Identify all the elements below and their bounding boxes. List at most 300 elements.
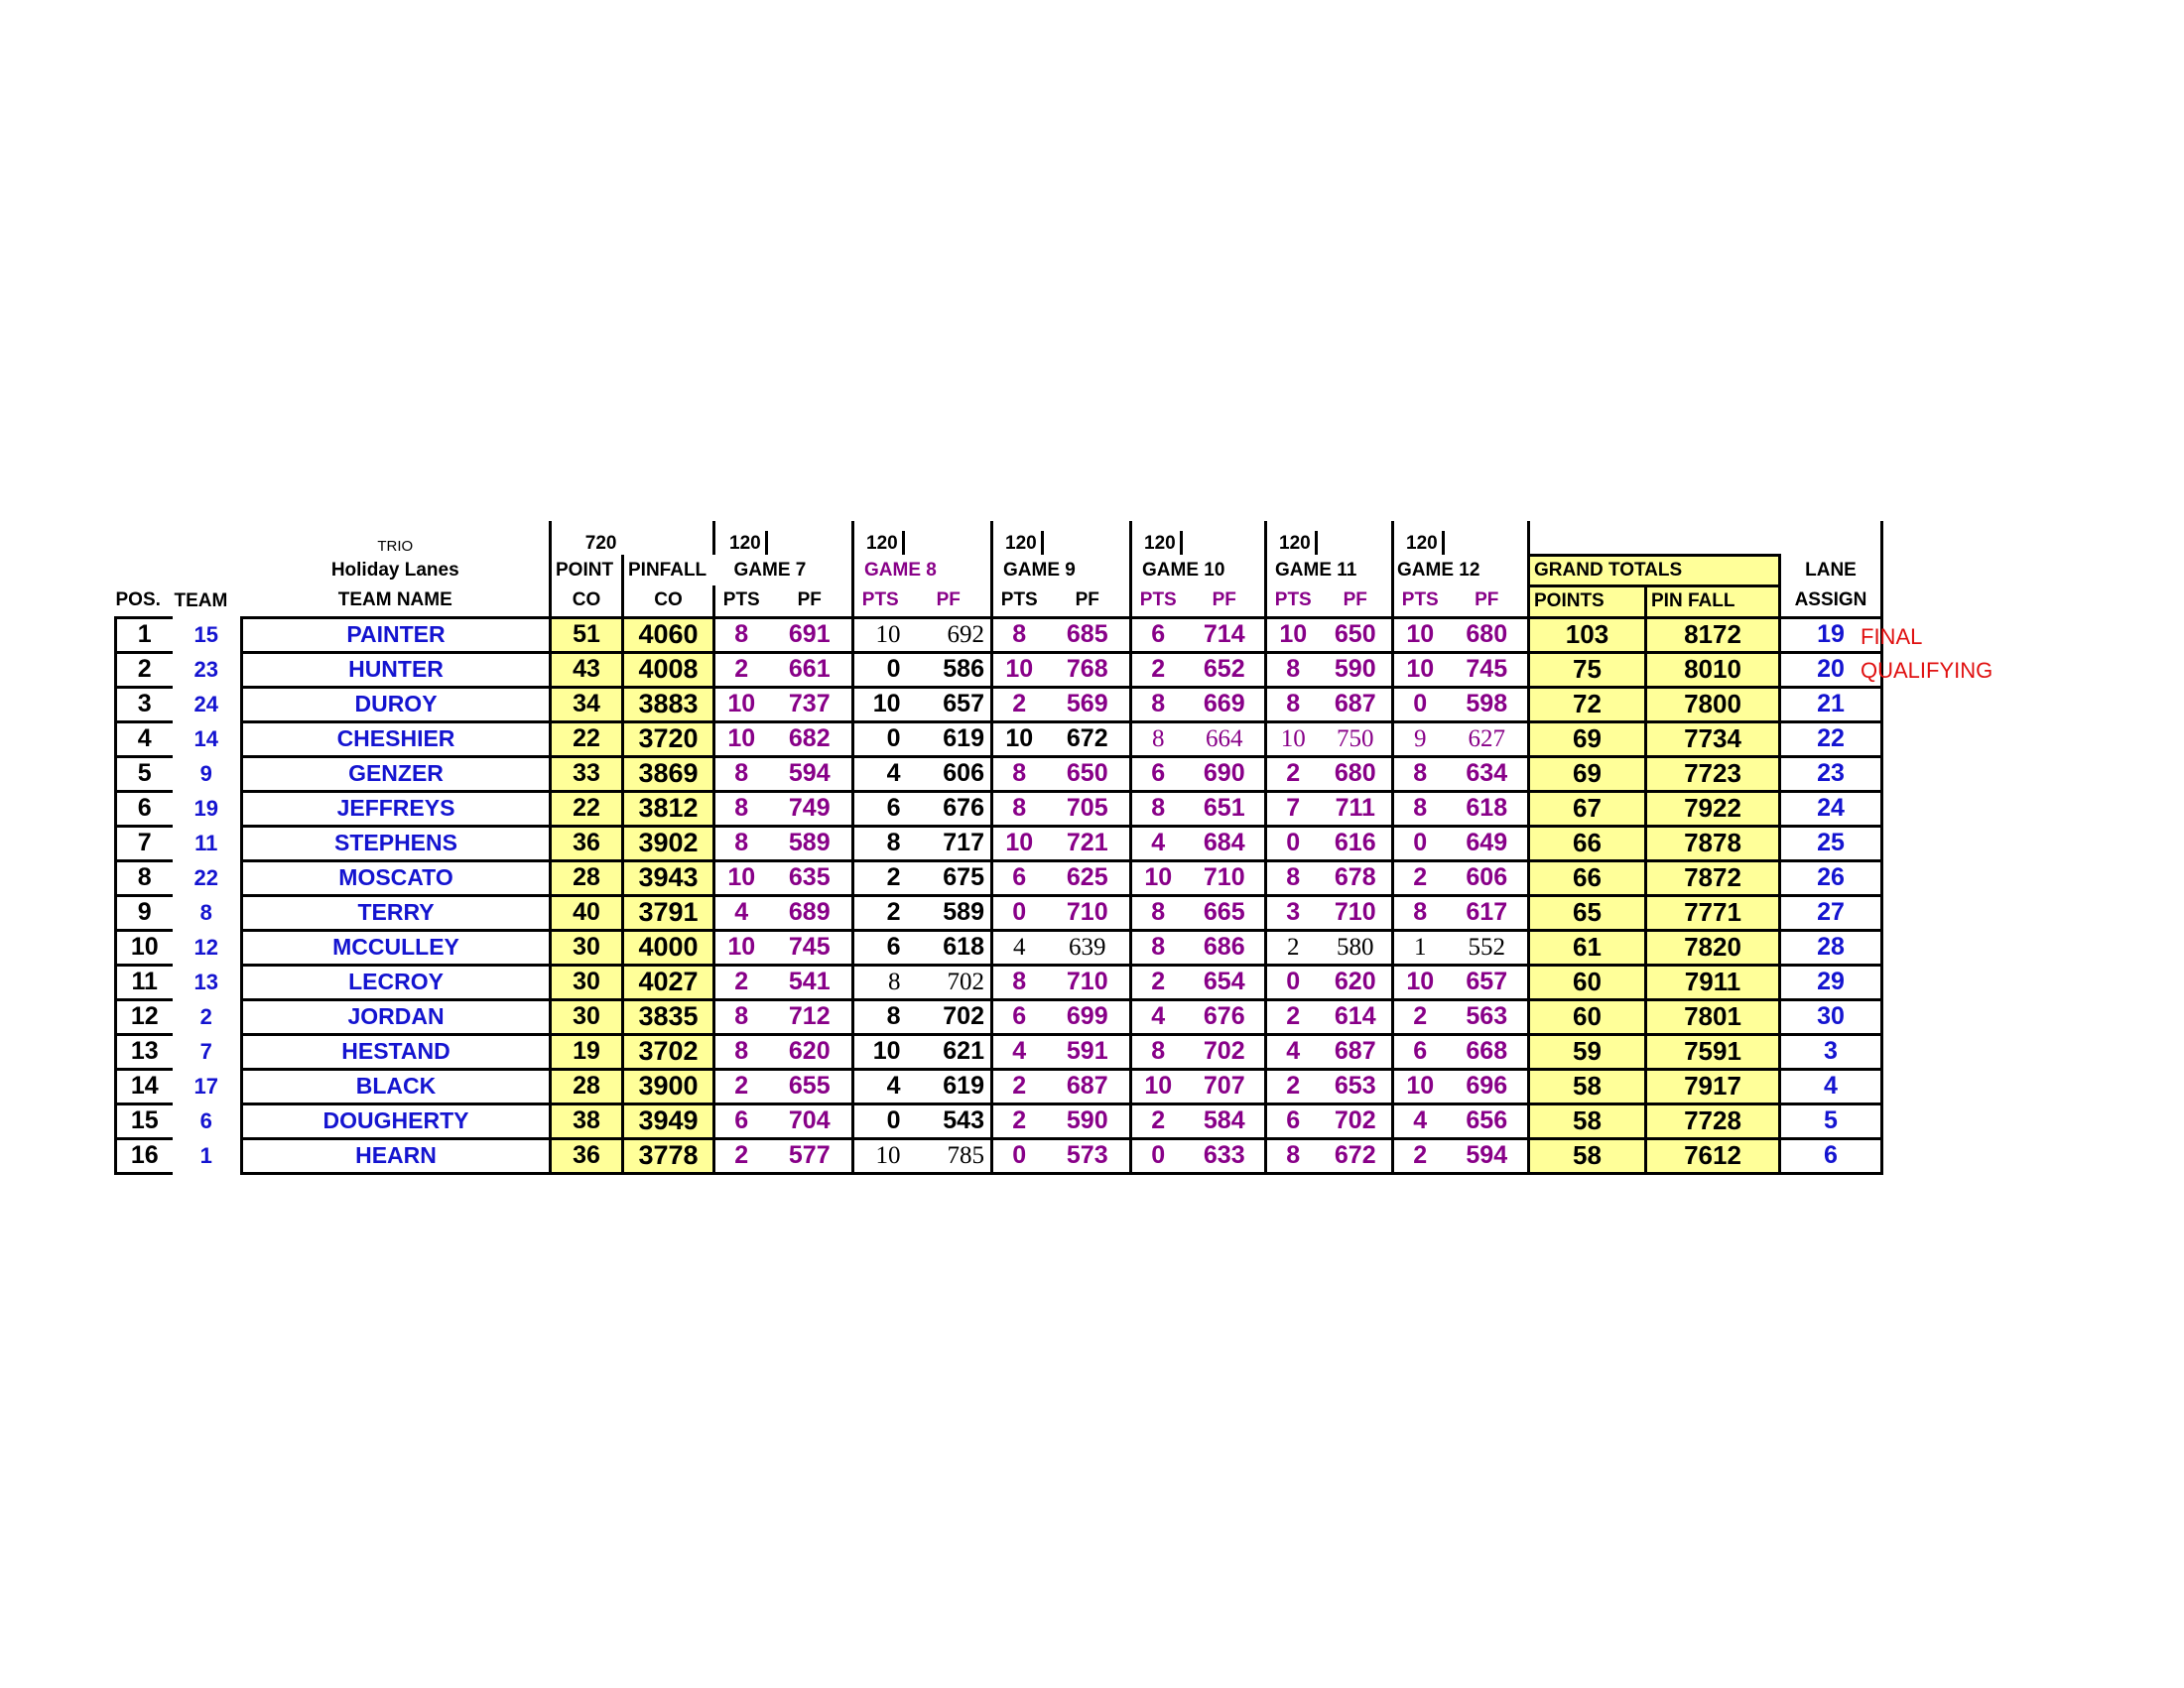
game9-pf-cell: 569 [1046, 687, 1131, 721]
table-row [116, 1138, 1882, 1173]
col-pinfall-co: CO [623, 585, 714, 617]
team-number-cell: 7 [199, 1038, 212, 1064]
game12-pf-cell: 627 [1447, 721, 1529, 756]
game7-title: GAME 7 [733, 559, 807, 581]
game12-pf-cell: 594 [1447, 1138, 1529, 1173]
game11-pts-cell: 10 [1266, 721, 1320, 756]
position-cell: 15 [116, 1104, 173, 1138]
point-carryover-cell: 38 [551, 1104, 623, 1138]
game11-pf-cell: 616 [1320, 826, 1393, 860]
lane-assignment-cell: 30 [1780, 999, 1882, 1034]
game8-pf-cell: 606 [907, 756, 992, 791]
game11-pts-cell: 0 [1266, 965, 1320, 999]
pinfall-carryover-cell: 3869 [623, 756, 714, 791]
game8-pts-cell: 0 [853, 1104, 907, 1138]
game10-title: GAME 10 [1131, 555, 1266, 585]
team-number-cell: 13 [193, 969, 218, 994]
team-number-cell: 24 [193, 691, 218, 716]
game10-pf-cell: 676 [1185, 999, 1266, 1034]
game11-pf-cell: 680 [1320, 756, 1393, 791]
table-row [116, 1104, 1882, 1138]
total-points-cell: 58 [1529, 1104, 1646, 1138]
pinfall-carryover-cell: 3720 [623, 721, 714, 756]
table-row [116, 860, 1882, 895]
point-carryover-cell: 33 [551, 756, 623, 791]
game7-pf-cell: 577 [768, 1138, 853, 1173]
game9-pts-cell: 0 [992, 1138, 1046, 1173]
game7-pf-cell: 689 [768, 895, 853, 930]
game11-pts-cell: 2 [1266, 1069, 1320, 1104]
game12-pts-cell: 0 [1393, 687, 1447, 721]
game12-pf-cell: 680 [1447, 617, 1529, 652]
total-points-cell: 69 [1529, 756, 1646, 791]
col-team-name: TEAM NAME [337, 589, 452, 611]
game7-pts-cell: 10 [714, 687, 768, 721]
total-points-cell: 69 [1529, 721, 1646, 756]
game10-pf-cell: 690 [1185, 756, 1266, 791]
team-name-cell: DUROY [242, 687, 551, 721]
team-name-cell: MOSCATO [242, 860, 551, 895]
game11-pts-cell: 10 [1266, 617, 1320, 652]
pinfall-carryover-cell: 3902 [623, 826, 714, 860]
position-cell: 16 [116, 1138, 173, 1173]
team-number-cell: 2 [199, 1003, 212, 1029]
game10-pf-cell: 710 [1185, 860, 1266, 895]
game10-pts-cell: 4 [1131, 826, 1185, 860]
game12-pts-cell: 8 [1393, 791, 1447, 826]
total-pinfall-cell: 7591 [1646, 1034, 1780, 1069]
position-cell: 4 [116, 721, 173, 756]
game7-pf-cell: 594 [768, 756, 853, 791]
table-row [116, 1034, 1882, 1069]
game7-pf-cell: 589 [768, 826, 853, 860]
game10-pf-cell: 652 [1185, 652, 1266, 687]
game12-pf-cell: 668 [1447, 1034, 1529, 1069]
pinfall-carryover-cell: 3835 [623, 999, 714, 1034]
game12-pts-cell: 9 [1393, 721, 1447, 756]
game8-pts-cell: 4 [853, 756, 907, 791]
game10-pts-cell: 10 [1131, 860, 1185, 895]
team-number-cell: 6 [199, 1107, 212, 1133]
game8-pts-cell: 0 [853, 721, 907, 756]
game8-pts-cell: 10 [853, 617, 907, 652]
game11-pf-cell: 702 [1320, 1104, 1393, 1138]
game9-pf-cell: 625 [1046, 860, 1131, 895]
game12-pts-cell: 10 [1393, 617, 1447, 652]
game11-title: GAME 11 [1266, 555, 1393, 585]
pinfall-label: PINFALL [623, 555, 714, 585]
total-points-cell: 72 [1529, 687, 1646, 721]
total-pinfall-cell: 7734 [1646, 721, 1780, 756]
col-g8-pts: PTS [853, 585, 907, 617]
team-name-cell: HEARN [242, 1138, 551, 1173]
team-number-cell: 12 [193, 934, 218, 960]
lane-assignment-cell: 21 [1780, 687, 1882, 721]
team-number-cell: 15 [193, 621, 218, 647]
total-pinfall-cell: 7612 [1646, 1138, 1780, 1173]
game11-pts-cell: 3 [1266, 895, 1320, 930]
total-pinfall-cell: 7872 [1646, 860, 1780, 895]
game10-pf-cell: 584 [1185, 1104, 1266, 1138]
total-pinfall-cell: 7723 [1646, 756, 1780, 791]
table-row [116, 617, 1882, 652]
total-points-cell: 58 [1529, 1138, 1646, 1173]
game9-pf-cell: 710 [1046, 895, 1131, 930]
game7-pts-cell: 4 [714, 895, 768, 930]
game12-pf-cell: 618 [1447, 791, 1529, 826]
lane-assignment-cell: 24 [1780, 791, 1882, 826]
lane-assignment-cell: 19 [1780, 617, 1882, 652]
game12-pf-cell: 552 [1447, 930, 1529, 965]
game9-title: GAME 9 [992, 555, 1131, 585]
position-cell: 12 [116, 999, 173, 1034]
game10-pf-cell: 684 [1185, 826, 1266, 860]
game8-pts-cell: 8 [853, 999, 907, 1034]
game8-pts-cell: 10 [853, 687, 907, 721]
game10-max: 120 [1144, 533, 1176, 554]
total-points-cell: 59 [1529, 1034, 1646, 1069]
game11-pf-cell: 711 [1320, 791, 1393, 826]
game10-pts-cell: 8 [1131, 721, 1185, 756]
game8-pf-cell: 589 [907, 895, 992, 930]
game11-pts-cell: 8 [1266, 652, 1320, 687]
pinfall-carryover-cell: 4008 [623, 652, 714, 687]
total-points-cell: 65 [1529, 895, 1646, 930]
game7-pts-cell: 2 [714, 965, 768, 999]
game8-pf-cell: 618 [907, 930, 992, 965]
game10-pts-cell: 10 [1131, 1069, 1185, 1104]
game11-pf-cell: 653 [1320, 1069, 1393, 1104]
col-g12-pf: PF [1475, 589, 1499, 611]
team-number-cell: 17 [193, 1073, 218, 1099]
game9-pf-cell: 573 [1046, 1138, 1131, 1173]
game8-pts-cell: 4 [853, 1069, 907, 1104]
game7-pts-cell: 2 [714, 1069, 768, 1104]
game8-pf-cell: 543 [907, 1104, 992, 1138]
game9-max: 120 [1005, 533, 1037, 554]
game9-pts-cell: 0 [992, 895, 1046, 930]
pinfall-carryover-cell: 3883 [623, 687, 714, 721]
team-name-cell: GENZER [242, 756, 551, 791]
game11-pf-cell: 678 [1320, 860, 1393, 895]
team-number-cell: 11 [194, 830, 218, 855]
game10-pf-cell: 651 [1185, 791, 1266, 826]
point-carryover-cell: 30 [551, 999, 623, 1034]
lane-header: LANE [1780, 555, 1882, 585]
game11-pts-cell: 2 [1266, 930, 1320, 965]
point-carryover-cell: 40 [551, 895, 623, 930]
game8-pts-cell: 6 [853, 791, 907, 826]
table-row [116, 826, 1882, 860]
game11-pts-cell: 4 [1266, 1034, 1320, 1069]
position-cell: 2 [116, 652, 173, 687]
team-name-cell: PAINTER [242, 617, 551, 652]
position-cell: 10 [116, 930, 173, 965]
position-cell: 5 [116, 756, 173, 791]
game9-pts-cell: 4 [992, 930, 1046, 965]
game9-pts-cell: 10 [992, 721, 1046, 756]
lane-assignment-cell: 23 [1780, 756, 1882, 791]
game8-pf-cell: 785 [907, 1138, 992, 1173]
game8-pf-cell: 586 [907, 652, 992, 687]
lane-assignment-cell: 5 [1780, 1104, 1882, 1138]
game12-pts-cell: 8 [1393, 756, 1447, 791]
game12-pts-cell: 6 [1393, 1034, 1447, 1069]
table-row [116, 999, 1882, 1034]
game7-pf-cell: 704 [768, 1104, 853, 1138]
game7-pts-cell: 6 [714, 1104, 768, 1138]
col-g7-pts: PTS [714, 585, 768, 617]
lane-assignment-cell: 28 [1780, 930, 1882, 965]
team-name-cell: BLACK [242, 1069, 551, 1104]
lane-assignment-cell: 6 [1780, 1138, 1882, 1173]
game7-pts-cell: 2 [714, 652, 768, 687]
lane-assignment-cell: 3 [1780, 1034, 1882, 1069]
game9-pf-cell: 721 [1046, 826, 1131, 860]
table-row [116, 687, 1882, 721]
total-points-cell: 66 [1529, 860, 1646, 895]
total-points-cell: 60 [1529, 999, 1646, 1034]
game9-pts-cell: 8 [992, 617, 1046, 652]
col-g8-pf: PF [936, 589, 961, 611]
game7-pf-cell: 541 [768, 965, 853, 999]
team-name-cell: DOUGHERTY [242, 1104, 551, 1138]
game10-pf-cell: 633 [1185, 1138, 1266, 1173]
game12-pts-cell: 4 [1393, 1104, 1447, 1138]
total-points-cell: 60 [1529, 965, 1646, 999]
game7-pts-cell: 10 [714, 860, 768, 895]
status-notes [1861, 620, 1992, 688]
table-row [116, 1069, 1882, 1104]
game10-pts-cell: 6 [1131, 756, 1185, 791]
team-number-cell: 8 [199, 899, 212, 925]
game10-pts-cell: 8 [1131, 1034, 1185, 1069]
point-carryover-cell: 30 [551, 930, 623, 965]
game10-pts-cell: 4 [1131, 999, 1185, 1034]
total-points-cell: 75 [1529, 652, 1646, 687]
team-name-cell: STEPHENS [242, 826, 551, 860]
game8-pf-cell: 692 [907, 617, 992, 652]
game12-pf-cell: 696 [1447, 1069, 1529, 1104]
total-pinfall-cell: 7917 [1646, 1069, 1780, 1104]
game9-pf-cell: 672 [1046, 721, 1131, 756]
total-pinfall-cell: 7771 [1646, 895, 1780, 930]
pinfall-carryover-cell: 3943 [623, 860, 714, 895]
game7-pts-cell: 10 [714, 930, 768, 965]
game8-pts-cell: 2 [853, 895, 907, 930]
game11-pf-cell: 620 [1320, 965, 1393, 999]
table-row [116, 721, 1882, 756]
game7-pts-cell: 8 [714, 826, 768, 860]
game7-pts-cell: 8 [714, 756, 768, 791]
game11-max: 120 [1279, 533, 1311, 554]
game11-pts-cell: 8 [1266, 687, 1320, 721]
game8-pts-cell: 10 [853, 1034, 907, 1069]
game12-pf-cell: 649 [1447, 826, 1529, 860]
game7-pf-cell: 655 [768, 1069, 853, 1104]
game7-pf-cell: 620 [768, 1034, 853, 1069]
game10-pf-cell: 654 [1185, 965, 1266, 999]
game7-pf-cell: 712 [768, 999, 853, 1034]
game11-pts-cell: 7 [1266, 791, 1320, 826]
total-points-cell: 103 [1529, 617, 1646, 652]
point-carryover-cell: 28 [551, 1069, 623, 1104]
team-name-cell: HESTAND [242, 1034, 551, 1069]
team-name-cell: LECROY [242, 965, 551, 999]
point-carryover-max: 720 [584, 533, 617, 554]
pinfall-carryover-cell: 3778 [623, 1138, 714, 1173]
game9-pf-cell: 699 [1046, 999, 1131, 1034]
total-pinfall-cell: 7911 [1646, 965, 1780, 999]
game8-pts-cell: 2 [853, 860, 907, 895]
game9-pts-cell: 2 [992, 1069, 1046, 1104]
game11-pf-cell: 672 [1320, 1138, 1393, 1173]
game9-pts-cell: 8 [992, 791, 1046, 826]
game10-pts-cell: 8 [1131, 895, 1185, 930]
game9-pf-cell: 768 [1046, 652, 1131, 687]
position-cell: 3 [116, 687, 173, 721]
point-carryover-cell: 22 [551, 791, 623, 826]
game9-pf-cell: 650 [1046, 756, 1131, 791]
total-pinfall-cell: 8172 [1646, 617, 1780, 652]
game7-pf-cell: 635 [768, 860, 853, 895]
game10-pts-cell: 2 [1131, 1104, 1185, 1138]
pinfall-carryover-cell: 4060 [623, 617, 714, 652]
team-name-cell: HUNTER [242, 652, 551, 687]
game7-pf-cell: 691 [768, 617, 853, 652]
game12-pts-cell: 8 [1393, 895, 1447, 930]
total-points-cell: 66 [1529, 826, 1646, 860]
point-carryover-cell: 51 [551, 617, 623, 652]
game9-pf-cell: 705 [1046, 791, 1131, 826]
game7-pf-cell: 737 [768, 687, 853, 721]
game12-pts-cell: 0 [1393, 826, 1447, 860]
pinfall-carryover-cell: 3791 [623, 895, 714, 930]
game7-pts-cell: 8 [714, 617, 768, 652]
col-points: POINTS [1529, 585, 1646, 617]
game10-pts-cell: 2 [1131, 652, 1185, 687]
game8-pf-cell: 657 [907, 687, 992, 721]
game11-pts-cell: 6 [1266, 1104, 1320, 1138]
game10-pts-cell: 6 [1131, 617, 1185, 652]
point-carryover-cell: 30 [551, 965, 623, 999]
game11-pf-cell: 750 [1320, 721, 1393, 756]
game8-pf-cell: 621 [907, 1034, 992, 1069]
team-name-cell: JORDAN [242, 999, 551, 1034]
team-name-cell: JEFFREYS [242, 791, 551, 826]
total-pinfall-cell: 8010 [1646, 652, 1780, 687]
game7-pf-cell: 749 [768, 791, 853, 826]
game9-pf-cell: 591 [1046, 1034, 1131, 1069]
game11-pts-cell: 0 [1266, 826, 1320, 860]
game8-pf-cell: 702 [907, 965, 992, 999]
game12-max: 120 [1406, 533, 1438, 554]
total-pinfall-cell: 7801 [1646, 999, 1780, 1034]
game11-pf-cell: 687 [1320, 1034, 1393, 1069]
lane-assignment-cell: 27 [1780, 895, 1882, 930]
table-row [116, 652, 1882, 687]
total-pinfall-cell: 7820 [1646, 930, 1780, 965]
game10-pf-cell: 665 [1185, 895, 1266, 930]
col-pos: POS. [115, 589, 161, 611]
col-g11-pf: PF [1343, 589, 1367, 611]
pinfall-carryover-cell: 3812 [623, 791, 714, 826]
game12-pf-cell: 656 [1447, 1104, 1529, 1138]
point-carryover-cell: 36 [551, 1138, 623, 1173]
game9-pts-cell: 2 [992, 687, 1046, 721]
lane-assignment-cell: 25 [1780, 826, 1882, 860]
game11-pf-cell: 710 [1320, 895, 1393, 930]
position-cell: 1 [116, 617, 173, 652]
game7-pf-cell: 745 [768, 930, 853, 965]
col-point-co: CO [551, 585, 623, 617]
position-cell: 14 [116, 1069, 173, 1104]
game9-pts-cell: 6 [992, 860, 1046, 895]
lane-assignment-cell: 26 [1780, 860, 1882, 895]
team-number-cell: 1 [199, 1142, 212, 1168]
game12-pts-cell: 2 [1393, 860, 1447, 895]
col-g9-pts: PTS [992, 585, 1046, 617]
position-cell: 6 [116, 791, 173, 826]
lane-assignment-cell: 29 [1780, 965, 1882, 999]
game10-pts-cell: 2 [1131, 965, 1185, 999]
point-carryover-cell: 36 [551, 826, 623, 860]
game12-pts-cell: 10 [1393, 1069, 1447, 1104]
game9-pf-cell: 685 [1046, 617, 1131, 652]
table-row [116, 930, 1882, 965]
game9-pf-cell: 590 [1046, 1104, 1131, 1138]
col-g9-pf: PF [1075, 589, 1099, 611]
game9-pts-cell: 4 [992, 1034, 1046, 1069]
total-pinfall-cell: 7728 [1646, 1104, 1780, 1138]
game12-pts-cell: 10 [1393, 652, 1447, 687]
game7-pf-cell: 682 [768, 721, 853, 756]
game11-pts-cell: 2 [1266, 999, 1320, 1034]
qualifying-note: QUALIFYING [1861, 658, 1993, 683]
game10-pts-cell: 8 [1131, 930, 1185, 965]
col-g11-pts: PTS [1266, 585, 1320, 617]
table-row [116, 965, 1882, 999]
game12-pf-cell: 606 [1447, 860, 1529, 895]
game10-pf-cell: 702 [1185, 1034, 1266, 1069]
game11-pf-cell: 650 [1320, 617, 1393, 652]
col-g7-pf: PF [797, 589, 822, 611]
game9-pts-cell: 2 [992, 1104, 1046, 1138]
game7-pts-cell: 8 [714, 791, 768, 826]
game12-pf-cell: 563 [1447, 999, 1529, 1034]
position-cell: 9 [116, 895, 173, 930]
game9-pf-cell: 687 [1046, 1069, 1131, 1104]
total-points-cell: 58 [1529, 1069, 1646, 1104]
team-name-cell: MCCULLEY [242, 930, 551, 965]
total-points-cell: 61 [1529, 930, 1646, 965]
team-number-cell: 19 [193, 795, 218, 821]
pinfall-carryover-cell: 4000 [623, 930, 714, 965]
game7-max: 120 [729, 533, 761, 554]
game10-pf-cell: 707 [1185, 1069, 1266, 1104]
game8-pts-cell: 10 [853, 1138, 907, 1173]
table-row [116, 895, 1882, 930]
game11-pf-cell: 614 [1320, 999, 1393, 1034]
game10-pts-cell: 0 [1131, 1138, 1185, 1173]
game8-pf-cell: 702 [907, 999, 992, 1034]
col-g10-pf: PF [1212, 589, 1236, 611]
team-number-cell: 22 [193, 864, 218, 890]
game10-pts-cell: 8 [1131, 687, 1185, 721]
game12-pf-cell: 745 [1447, 652, 1529, 687]
lane-assignment-cell: 4 [1780, 1069, 1882, 1104]
standings-sheet [114, 521, 1883, 1175]
